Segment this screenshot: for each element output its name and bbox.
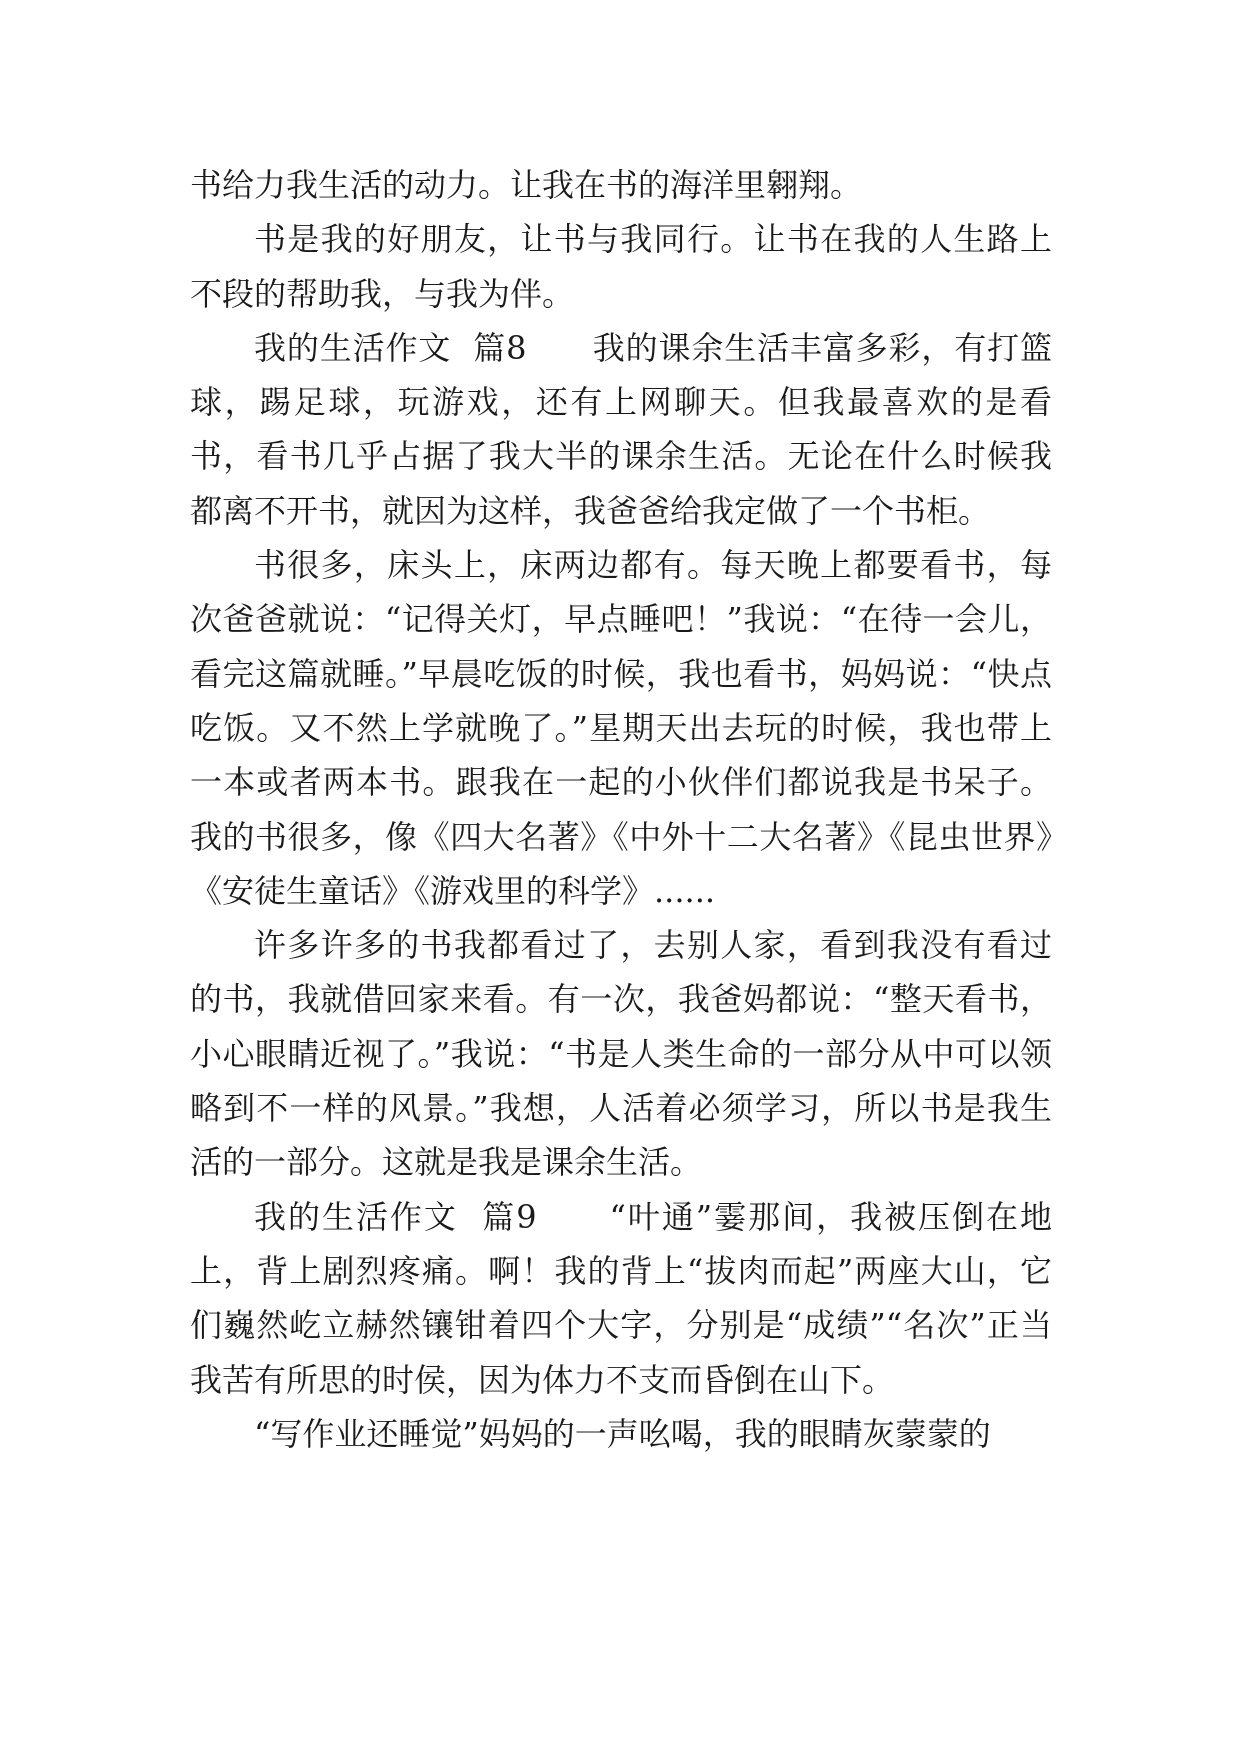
section-heading: 我的生活作文 篇8 bbox=[254, 328, 527, 367]
paragraph bbox=[190, 538, 1052, 918]
paragraph bbox=[190, 1407, 1052, 1461]
paragraph-text: “写作业还睡觉”妈妈的一声吆喝，我的眼睛灰蒙蒙的 bbox=[254, 1414, 991, 1453]
paragraph-text: 书给力我生活的动力。让我在书的海洋里翱翔。 bbox=[190, 166, 863, 204]
paragraph bbox=[190, 212, 1052, 321]
paragraph-text: 书是我的好朋友，让书与我同行。让书在我的人生路上不段的帮助我，与我为伴。 bbox=[190, 220, 1052, 313]
paragraph bbox=[190, 1190, 1052, 1407]
paragraph-text: 许多许多的书我都看过了，去别人家，看到我没有看过的书，我就借回家来看。有一次，我爸妈都说：“整天看书，小心眼睛近视了。”我说：“书是人类生命的一部分从中可以领略到不一样的风景。”我想，人活着必须学习，所以书是我生活的一部分。这就是我是课余生活。 bbox=[190, 926, 1052, 1182]
paragraph-text: “叶通”霎那间，我被压倒在地上，背上剧烈疼痛。啊！我的背上“拔肉而起”两座大山，它们巍然屹立赫然镶钳着四个大字，分别是“成绩”“名次”正当我苦有所思的时侯，因为体力不支而昏倒在山下。 bbox=[190, 1197, 1052, 1399]
paragraph bbox=[190, 918, 1052, 1189]
document-body bbox=[190, 158, 1052, 1461]
paragraph-text: 书很多，床头上，床两边都有。每天晚上都要看书，每次爸爸就说：“记得关灯，早点睡吧！”我说：“在待一会儿，看完这篇就睡。”早晨吃饭的时候，我也看书，妈妈说：“快点吃饭。又不然上学就晚了。”星期天出去玩的时候，我也带上一本或者两本书。跟我在一起的小伙伴们都说我是书呆子。我的书很多，像《四大名著》《中外十二大名著》《昆虫世界》《安徒生童话》《游戏里的科学》...... bbox=[190, 546, 1052, 910]
paragraph bbox=[190, 158, 1052, 212]
paragraph bbox=[190, 321, 1052, 538]
paragraph-text: 我的课余生活丰富多彩，有打篮球，踢足球，玩游戏，还有上网聊天。但我最喜欢的是看书，看书几乎占据了我大半的课余生活。无论在什么时候我都离不开书，就因为这样，我爸爸给我定做了一个书柜。 bbox=[190, 328, 1052, 530]
section-heading: 我的生活作文 篇9 bbox=[254, 1197, 537, 1236]
